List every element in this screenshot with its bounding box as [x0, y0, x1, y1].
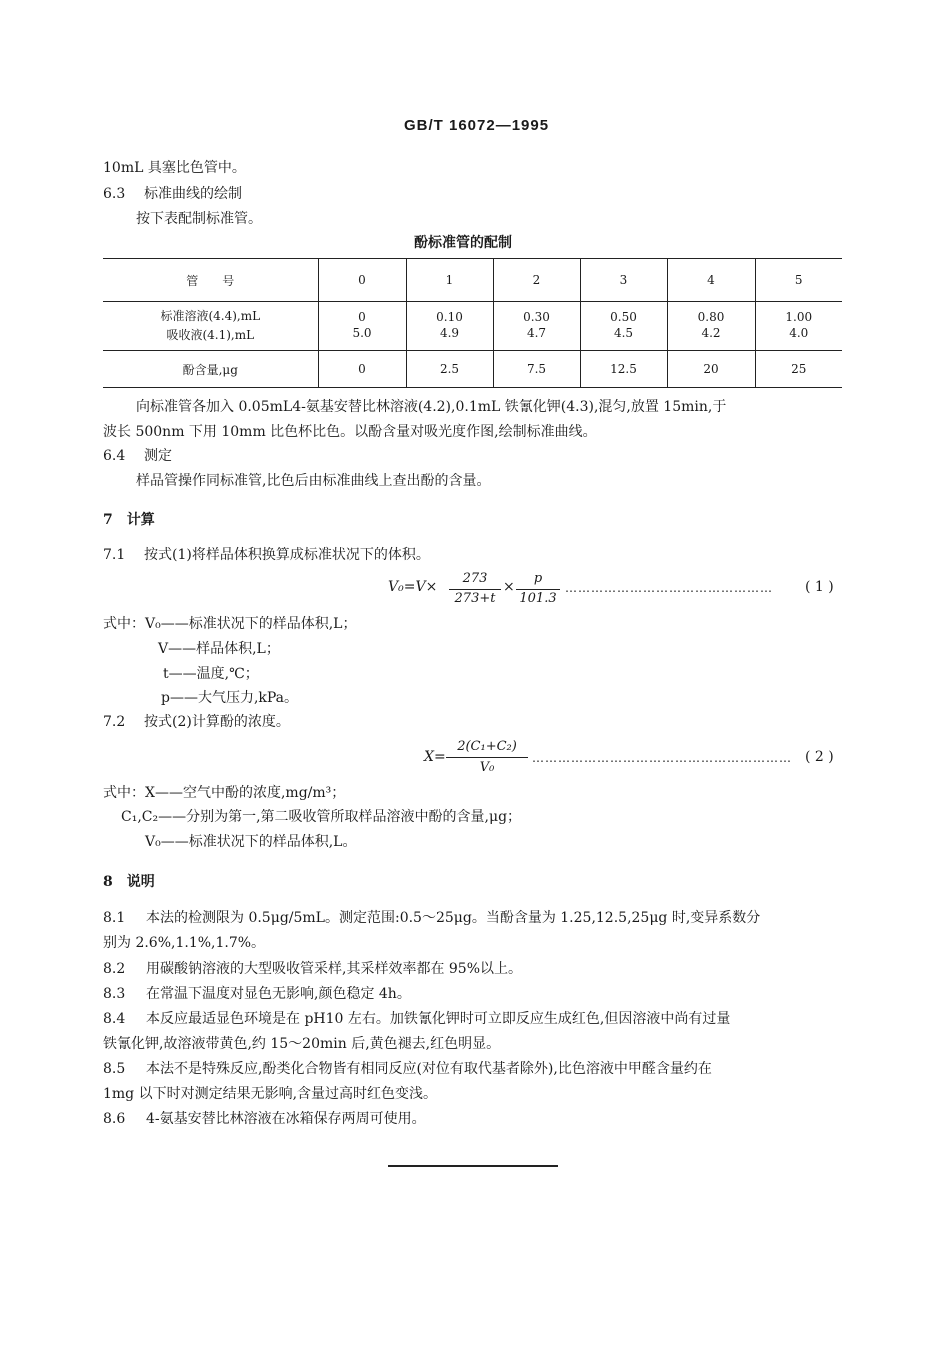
equation-2-leader-dots: ……………………………………………………	[532, 751, 792, 765]
table-column-header: 2	[493, 259, 580, 302]
table-cell: 0	[318, 302, 406, 325]
section-8-title: 8 说明	[103, 874, 155, 890]
note-number: 8.2	[103, 961, 126, 977]
where-2-line: V₀——标准状况下的样品体积,L。	[145, 834, 357, 850]
table-cell: 12.5	[580, 351, 667, 388]
where-2-line: C₁,C₂——分别为第一,第二吸收管所取样品溶液中酚的含量,μg；	[121, 809, 522, 825]
section-6-3-text: 按下表配制标准管。	[136, 211, 262, 227]
equation-1-times: ×	[503, 579, 515, 595]
table-row	[103, 302, 842, 325]
table-column-header: 3	[580, 259, 667, 302]
table-row-label: 标准溶液(4.4),mL	[103, 302, 318, 325]
table-cell: 0	[318, 351, 406, 388]
end-rule	[388, 1165, 558, 1167]
table-column-header: 5	[755, 259, 842, 302]
note-number: 8.5	[103, 1061, 126, 1077]
note-number: 8.1	[103, 910, 126, 926]
table-column-header: 4	[667, 259, 755, 302]
where-1-line: p——大气压力,kPa。	[161, 690, 299, 706]
table-row	[103, 351, 842, 388]
equation-1-label: ( 1 )	[805, 579, 834, 595]
table-header-label: 管 号	[103, 259, 318, 302]
table-column-header: 0	[318, 259, 406, 302]
table-cell: 4.2	[667, 324, 755, 351]
equation-1-frac2-numerator: p	[533, 571, 543, 586]
table-cell: 0.30	[493, 302, 580, 325]
section-7-1-number: 7.1	[103, 547, 126, 563]
equation-1-frac1-denominator: 273+t	[454, 591, 496, 606]
table-row	[103, 324, 842, 351]
equation-2-lhs: X=	[424, 749, 446, 765]
note-text: 本法的检测限为 0.5μg/5mL。测定范围:0.5～25μg。当酚含量为 1.25,12.5,25μg 时,变异系数分	[146, 910, 761, 926]
table-cell: 0.50	[580, 302, 667, 325]
section-7-2-number: 7.2	[103, 714, 126, 730]
table-cell: 0.10	[406, 302, 493, 325]
where-2-line: 式中：X——空气中酚的浓度,mg/m³；	[103, 785, 346, 801]
note-text: 本反应最适显色环境是在 pH10 左右。加铁氰化钾时可立即反应生成红色,但因溶液中尚有过量	[146, 1011, 731, 1027]
equation-1-leader-dots: …………………………………………	[565, 581, 773, 595]
section-7-2-text: 按式(2)计算酚的浓度。	[144, 714, 290, 730]
paragraph-continuation: 10mL 具塞比色管中。	[103, 160, 246, 176]
table-cell: 7.5	[493, 351, 580, 388]
table-cell: 2.5	[406, 351, 493, 388]
table-cell: 25	[755, 351, 842, 388]
equation-2-label: ( 2 )	[805, 749, 834, 765]
equation-2-denominator: V₀	[479, 760, 495, 775]
table-cell: 4.5	[580, 324, 667, 351]
where-1-line: t——温度,℃；	[163, 666, 259, 682]
note-text: 用碳酸钠溶液的大型吸收管采样,其采样效率都在 95%以上。	[146, 961, 523, 977]
equation-2-bar	[446, 757, 528, 758]
note-text: 在常温下温度对显色无影响,颜色稳定 4h。	[146, 986, 411, 1002]
table-cell: 0.80	[667, 302, 755, 325]
note-number: 8.6	[103, 1111, 126, 1127]
procedure-line-2: 波长 500nm 下用 10mm 比色杯比色。以酚含量对吸光度作图,绘制标准曲线。	[103, 424, 597, 440]
table-title: 酚标准管的配制	[414, 235, 512, 251]
table-cell: 4.9	[406, 324, 493, 351]
phenol-standard-table	[103, 258, 842, 388]
equation-1-frac1-numerator: 273	[462, 571, 488, 586]
section-7-title: 7 计算	[103, 512, 155, 528]
section-6-3-title: 标准曲线的绘制	[144, 186, 242, 202]
note-text: 4-氨基安替比林溶液在冰箱保存两周可使用。	[146, 1111, 426, 1127]
table-column-header: 1	[406, 259, 493, 302]
section-7-1-text: 按式(1)将样品体积换算成标准状况下的体积。	[144, 547, 430, 563]
note-text: 铁氰化钾,故溶液带黄色,约 15～20min 后,黄色褪去,红色明显。	[103, 1036, 501, 1052]
section-6-4-text: 样品管操作同标准管,比色后由标准曲线上查出酚的含量。	[136, 473, 491, 489]
equation-1-frac2-bar	[516, 589, 560, 590]
where-1-line: V——样品体积,L；	[158, 641, 280, 657]
section-6-4-title: 测定	[144, 448, 172, 464]
note-number: 8.3	[103, 986, 126, 1002]
equation-1-frac1-bar	[449, 589, 501, 590]
table-cell: 4.0	[755, 324, 842, 351]
note-text: 本法不是特殊反应,酚类化合物皆有相同反应(对位有取代基者除外),比色溶液中甲醛含量约在	[146, 1061, 712, 1077]
section-6-4-number: 6.4	[103, 448, 126, 464]
table-cell: 20	[667, 351, 755, 388]
equation-1-frac2-denominator: 101.3	[519, 591, 557, 606]
section-6-3-number: 6.3	[103, 186, 126, 202]
note-text: 别为 2.6%,1.1%,1.7%。	[103, 935, 266, 951]
where-1-line: 式中：V₀——标准状况下的样品体积,L；	[103, 616, 357, 632]
table-cell: 5.0	[318, 324, 406, 351]
note-number: 8.4	[103, 1011, 126, 1027]
procedure-line-1: 向标准管各加入 0.05mL4-氨基安替比林溶液(4.2),0.1mL 铁氰化钾(4.3),混匀,放置 15min,于	[136, 399, 727, 415]
equation-1-lhs: V₀=V×	[388, 579, 438, 595]
note-text: 1mg 以下时对测定结果无影响,含量过高时红色变浅。	[103, 1086, 438, 1102]
equation-2-numerator: 2(C₁+C₂)	[457, 739, 517, 754]
table-row-label: 吸收液(4.1),mL	[103, 324, 318, 351]
table-header-row	[103, 259, 842, 302]
table-row-label: 酚含量,μg	[103, 351, 318, 388]
document-code: GB/T 16072—1995	[404, 117, 550, 134]
table-cell: 4.7	[493, 324, 580, 351]
table-cell: 1.00	[755, 302, 842, 325]
